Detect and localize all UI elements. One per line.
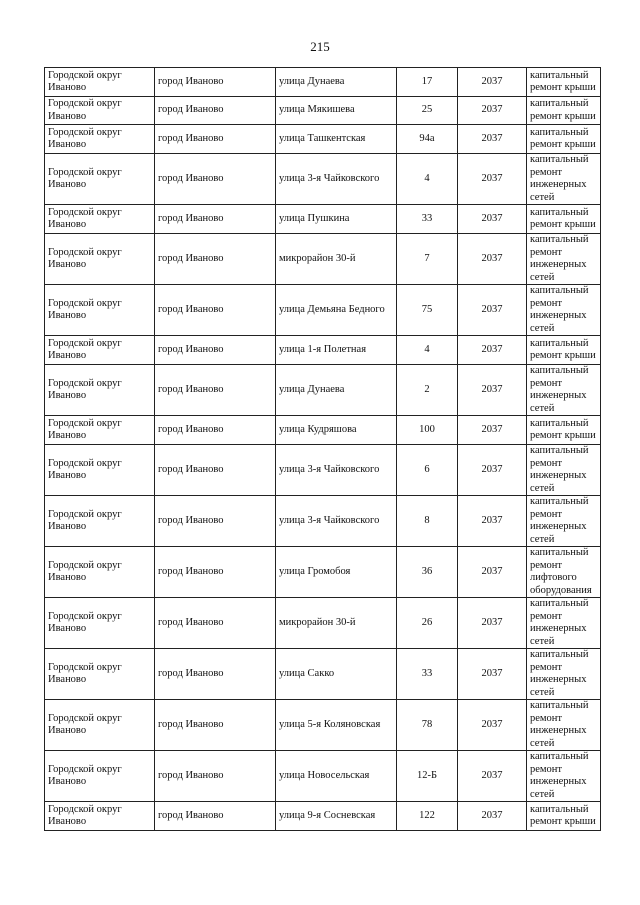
house-number-cell: 7 [397,234,458,285]
table-row [45,700,601,751]
district-cell: Городской округ Иваново [45,416,155,445]
table-row [45,496,601,547]
year-cell: 2037 [458,234,527,285]
work-type-cell: капитальный ремонт инженерных сетей [527,649,601,700]
street-cell: улица 3-я Чайковского [276,496,397,547]
street-cell: улица Демьяна Бедного [276,285,397,336]
page-number: 215 [310,39,330,54]
city-cell: город Иваново [155,154,276,205]
house-number-cell: 122 [397,802,458,831]
city-cell: город Иваново [155,445,276,496]
district-cell: Городской округ Иваново [45,700,155,751]
district-cell: Городской округ Иваново [45,445,155,496]
city-cell: город Иваново [155,336,276,365]
district-cell: Городской округ Иваново [45,154,155,205]
city-cell: город Иваново [155,598,276,649]
year-cell: 2037 [458,205,527,234]
street-cell: улица 3-я Чайковского [276,154,397,205]
year-cell: 2037 [458,416,527,445]
year-cell: 2037 [458,125,527,154]
year-cell: 2037 [458,547,527,598]
year-cell: 2037 [458,496,527,547]
work-type-cell: капитальный ремонт инженерных сетей [527,700,601,751]
district-cell: Городской округ Иваново [45,68,155,97]
table-row [45,234,601,285]
district-cell: Городской округ Иваново [45,547,155,598]
house-number-cell: 36 [397,547,458,598]
house-number-cell: 33 [397,649,458,700]
work-type-cell: капитальный ремонт инженерных сетей [527,445,601,496]
table-row [45,751,601,802]
year-cell: 2037 [458,649,527,700]
house-number-cell: 6 [397,445,458,496]
city-cell: город Иваново [155,125,276,154]
city-cell: город Иваново [155,700,276,751]
year-cell: 2037 [458,802,527,831]
work-type-cell: капитальный ремонт крыши [527,125,601,154]
work-type-cell: капитальный ремонт крыши [527,802,601,831]
house-number-cell: 4 [397,154,458,205]
repair-schedule-table [44,67,601,831]
street-cell: улица Кудряшова [276,416,397,445]
work-type-cell: капитальный ремонт инженерных сетей [527,365,601,416]
street-cell: улица 1-я Полетная [276,336,397,365]
street-cell: улица Ташкентская [276,125,397,154]
house-number-cell: 78 [397,700,458,751]
district-cell: Городской округ Иваново [45,802,155,831]
house-number-cell: 75 [397,285,458,336]
district-cell: Городской округ Иваново [45,336,155,365]
house-number-cell: 100 [397,416,458,445]
table-row [45,547,601,598]
work-type-cell: капитальный ремонт крыши [527,416,601,445]
city-cell: город Иваново [155,649,276,700]
year-cell: 2037 [458,598,527,649]
street-cell: улица Громобоя [276,547,397,598]
street-cell: микрорайон 30-й [276,234,397,285]
table-row [45,154,601,205]
house-number-cell: 94а [397,125,458,154]
district-cell: Городской округ Иваново [45,285,155,336]
work-type-cell: капитальный ремонт крыши [527,205,601,234]
city-cell: город Иваново [155,205,276,234]
city-cell: город Иваново [155,68,276,97]
street-cell: улица 3-я Чайковского [276,445,397,496]
table-row [45,649,601,700]
year-cell: 2037 [458,97,527,125]
table-row [45,598,601,649]
city-cell: город Иваново [155,751,276,802]
street-cell: улица 5-я Коляновская [276,700,397,751]
district-cell: Городской округ Иваново [45,125,155,154]
house-number-cell: 8 [397,496,458,547]
table-row [45,802,601,831]
year-cell: 2037 [458,336,527,365]
city-cell: город Иваново [155,416,276,445]
year-cell: 2037 [458,68,527,97]
district-cell: Городской округ Иваново [45,649,155,700]
city-cell: город Иваново [155,97,276,125]
work-type-cell: капитальный ремонт инженерных сетей [527,598,601,649]
table-row [45,68,601,97]
year-cell: 2037 [458,700,527,751]
year-cell: 2037 [458,365,527,416]
table-row [45,365,601,416]
district-cell: Городской округ Иваново [45,365,155,416]
street-cell: улица 9-я Сосневская [276,802,397,831]
house-number-cell: 33 [397,205,458,234]
table-row [45,285,601,336]
district-cell: Городской округ Иваново [45,97,155,125]
table-row [45,205,601,234]
table-row [45,97,601,125]
street-cell: улица Дунаева [276,365,397,416]
work-type-cell: капитальный ремонт инженерных сетей [527,751,601,802]
district-cell: Городской округ Иваново [45,598,155,649]
city-cell: город Иваново [155,547,276,598]
house-number-cell: 25 [397,97,458,125]
work-type-cell: капитальный ремонт инженерных сетей [527,234,601,285]
table-row [45,445,601,496]
house-number-cell: 2 [397,365,458,416]
district-cell: Городской округ Иваново [45,234,155,285]
work-type-cell: капитальный ремонт инженерных сетей [527,496,601,547]
table-row [45,125,601,154]
year-cell: 2037 [458,285,527,336]
district-cell: Городской округ Иваново [45,751,155,802]
city-cell: город Иваново [155,365,276,416]
street-cell: улица Новосельская [276,751,397,802]
street-cell: улица Пушкина [276,205,397,234]
year-cell: 2037 [458,445,527,496]
table-body [45,68,601,831]
house-number-cell: 17 [397,68,458,97]
house-number-cell: 12-Б [397,751,458,802]
work-type-cell: капитальный ремонт крыши [527,68,601,97]
street-cell: улица Сакко [276,649,397,700]
city-cell: город Иваново [155,802,276,831]
work-type-cell: капитальный ремонт инженерных сетей [527,154,601,205]
work-type-cell: капитальный ремонт крыши [527,336,601,365]
street-cell: улица Дунаева [276,68,397,97]
table-row [45,416,601,445]
street-cell: микрорайон 30-й [276,598,397,649]
year-cell: 2037 [458,751,527,802]
district-cell: Городской округ Иваново [45,205,155,234]
work-type-cell: капитальный ремонт лифтового оборудования [527,547,601,598]
work-type-cell: капитальный ремонт крыши [527,97,601,125]
district-cell: Городской округ Иваново [45,496,155,547]
work-type-cell: капитальный ремонт инженерных сетей [527,285,601,336]
city-cell: город Иваново [155,496,276,547]
city-cell: город Иваново [155,234,276,285]
street-cell: улица Мякишева [276,97,397,125]
house-number-cell: 4 [397,336,458,365]
table-row [45,336,601,365]
house-number-cell: 26 [397,598,458,649]
city-cell: город Иваново [155,285,276,336]
year-cell: 2037 [458,154,527,205]
